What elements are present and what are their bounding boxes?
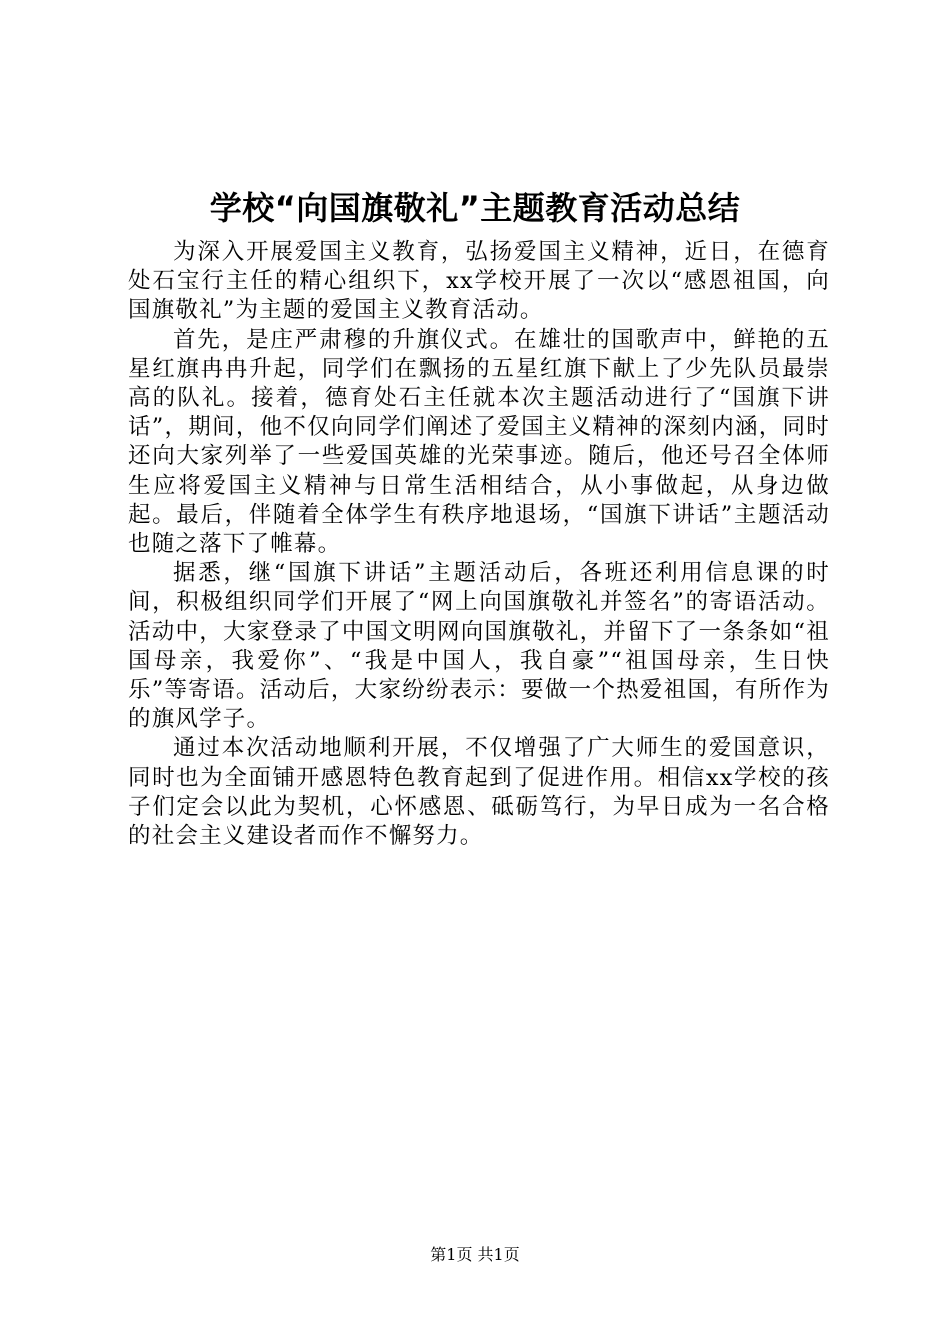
paragraph-4: 通过本次活动地顺利开展，不仅增强了广大师生的爱国意识，同时也为全面铺开感恩特色教育起到了促进作用。相信xx学校的孩子们定会以此为契机，心怀感恩、砥砺笃行，为早日成为一名合格的社会主义建设者而作不懈努力。 bbox=[128, 735, 830, 850]
document-body bbox=[128, 238, 830, 851]
paragraph-1: 为深入开展爱国主义教育，弘扬爱国主义精神，近日，在德育处石宝行主任的精心组织下，xx学校开展了一次以“感恩祖国，向国旗敬礼”为主题的爱国主义教育活动。 bbox=[128, 239, 830, 324]
document-title: 学校“向国旗敬礼”主题教育活动总结 bbox=[209, 189, 741, 227]
paragraph-3: 据悉，继“国旗下讲话”主题活动后，各班还利用信息课的时间，积极组织同学们开展了“网上向国旗敬礼并签名”的寄语活动。活动中，大家登录了中国文明网向国旗敬礼，并留下了一条条如“祖国母亲，我爱你”、“我是中国人，我自豪”“祖国母亲，生日快乐”等寄语。活动后，大家纷纷表示：要做一个热爱祖国，有所作为的旗风学子。 bbox=[128, 560, 830, 733]
paragraph-2: 首先，是庄严肃穆的升旗仪式。在雄壮的国歌声中，鲜艳的五星红旗冉冉升起，同学们在飘扬的五星红旗下献上了少先队员最崇高的队礼。接着，德育处石主任就本次主题活动进行了“国旗下讲话”，期间，他不仅向同学们阐述了爱国主义精神的深刻内涵，同时还向大家列举了一些爱国英雄的光荣事迹。随后，他还号召全体师生应将爱国主义精神与日常生活相结合，从小事做起，从身边做起。最后，伴随着全体学生有秩序地退场，“国旗下讲话”主题活动也随之落下了帷幕。 bbox=[128, 326, 830, 558]
page-footer: 第1页 共1页 bbox=[430, 1245, 520, 1264]
